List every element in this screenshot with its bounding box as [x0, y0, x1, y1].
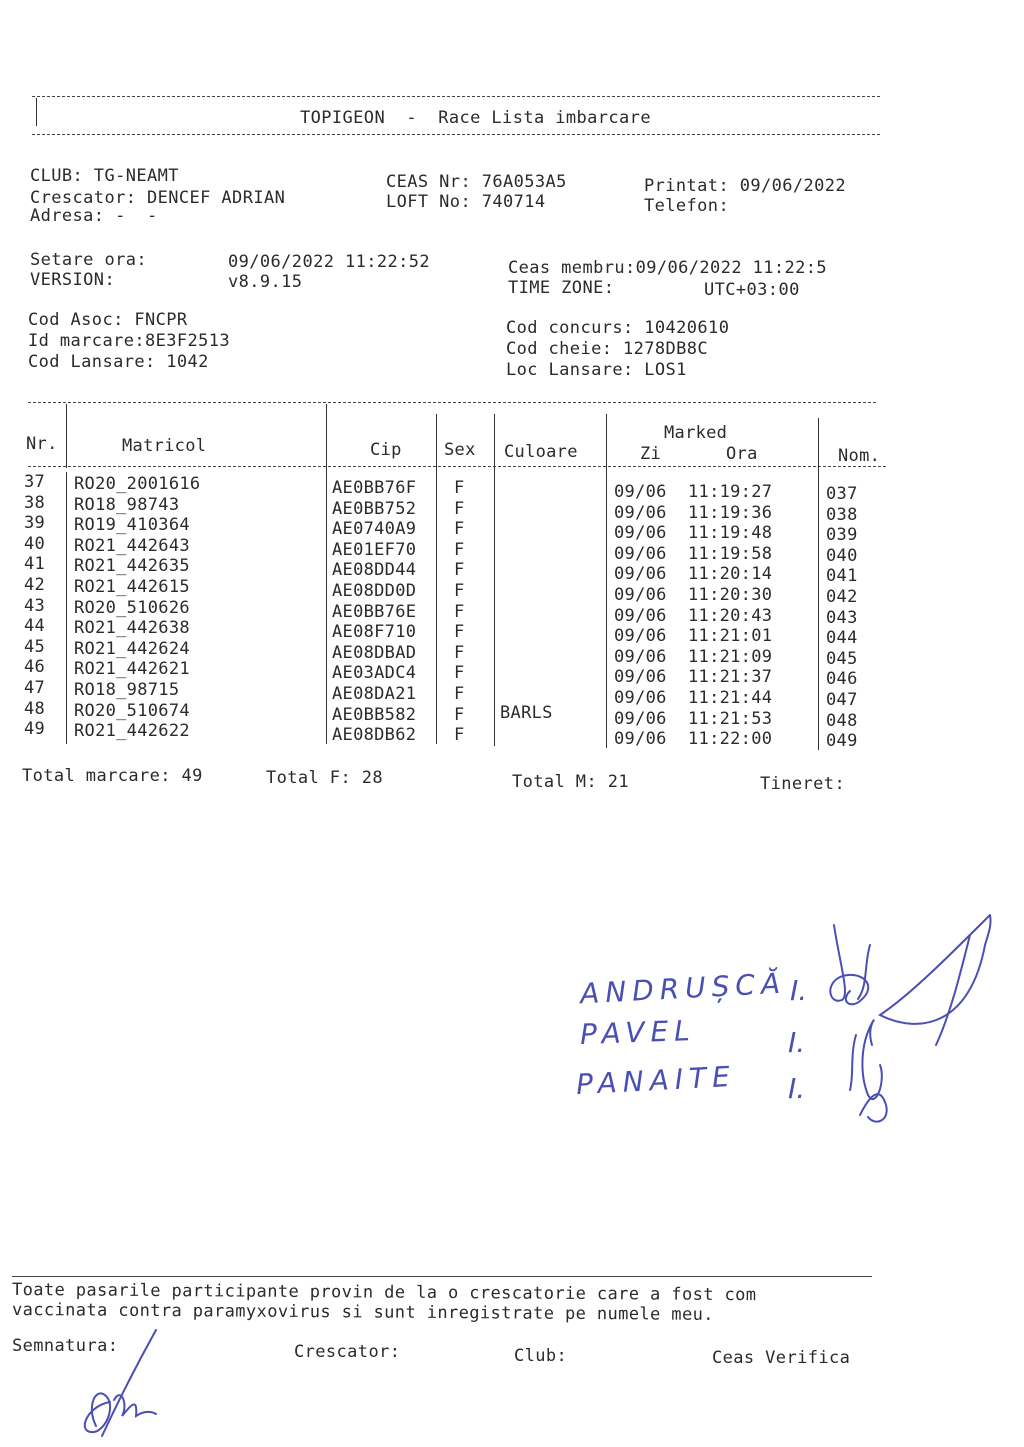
header-zi: Zi — [640, 444, 662, 464]
cell-sex: F — [454, 581, 465, 601]
cell-sex: F — [454, 560, 465, 581]
loc-lansare: Loc Lansare: LOS1 — [506, 360, 687, 380]
declaration-line-1: Toate pasarile participante provin de la o crescatorie care a fost com — [11, 1280, 757, 1306]
cell-nr: 37 — [24, 472, 46, 492]
cell-nr: 44 — [24, 616, 46, 637]
cell-nom: 041 — [826, 566, 858, 587]
setare-ora-value: 09/06/2022 11:22:52 — [228, 252, 431, 272]
ceas-membru: Ceas membru:09/06/2022 11:22:5 — [508, 258, 828, 278]
cell-cip: AE08F710 — [332, 622, 417, 643]
cell-ora: 11:20:43 — [688, 605, 773, 626]
cell-nom: 045 — [826, 648, 858, 669]
handwritten-signatures — [820, 905, 1010, 1135]
crescator-label: Crescator: DENCEF ADRIAN — [30, 188, 286, 208]
handwritten-initial-2: I. — [788, 1026, 806, 1059]
tineret: Tineret: — [760, 774, 846, 794]
cell-zi: 09/06 — [614, 543, 667, 564]
telefon-label: Telefon: — [644, 196, 730, 216]
cell-matricol: RO18_98743 — [74, 494, 180, 515]
cell-matricol: RO21_442621 — [74, 659, 190, 680]
header-top-border — [32, 96, 880, 97]
cell-cip: AE0BB752 — [332, 498, 417, 519]
club-footer-label: Club: — [514, 1346, 568, 1366]
cell-nr: 47 — [24, 678, 46, 698]
cell-sex: F — [454, 498, 465, 519]
handwritten-name-2: PAVEL — [579, 1013, 697, 1052]
cell-ora: 11:20:30 — [688, 585, 773, 605]
cell-cip: AE08DD44 — [332, 560, 417, 581]
cell-zi: 09/06 — [614, 708, 667, 729]
cell-sex: F — [454, 704, 465, 725]
col-sep-4 — [494, 414, 495, 746]
cell-cip: AE08DB62 — [332, 725, 417, 746]
cell-zi: 09/06 — [614, 564, 667, 585]
cell-ora: 11:21:53 — [688, 708, 773, 729]
col-sep-3 — [436, 414, 437, 744]
breeder-signature — [66, 1326, 166, 1442]
cell-matricol: RO20_510626 — [74, 597, 190, 618]
header-nom: Nom. — [838, 446, 881, 466]
total-f: Total F: 28 — [266, 768, 383, 788]
cell-matricol: RO21_442622 — [74, 721, 190, 742]
cell-cip: AE03ADC4 — [332, 663, 417, 684]
header-left-border — [36, 98, 37, 126]
cell-ora: 11:20:14 — [688, 564, 773, 585]
cell-zi: 09/06 — [614, 688, 667, 708]
cell-sex: F — [454, 478, 465, 498]
cell-nom: 048 — [826, 710, 858, 731]
cell-cip: AE08DBAD — [332, 642, 417, 663]
cell-nom: 042 — [826, 587, 858, 607]
cell-nr: 40 — [24, 533, 46, 554]
cell-cip: AE08DD0D — [332, 581, 417, 601]
cell-zi: 09/06 — [614, 523, 667, 544]
crescator-footer-label: Crescator: — [294, 1342, 401, 1362]
cell-nom: 038 — [826, 504, 858, 525]
cell-nom: 039 — [826, 525, 858, 546]
cell-zi: 09/06 — [614, 482, 667, 502]
cell-nr: 45 — [24, 636, 46, 657]
adresa-label: Adresa: - - — [30, 206, 158, 226]
header-matricol: Matricol — [122, 436, 207, 456]
cell-nr: 38 — [24, 492, 46, 513]
col-sep-6 — [818, 418, 819, 750]
total-m: Total M: 21 — [512, 772, 629, 792]
cell-ora: 11:21:01 — [688, 626, 773, 647]
cell-matricol: RO18_98715 — [74, 680, 180, 700]
cell-nr: 39 — [24, 513, 46, 534]
cell-nr: 49 — [24, 719, 46, 740]
cell-zi: 09/06 — [614, 502, 667, 523]
cod-cheie: Cod cheie: 1278DB8C — [506, 339, 709, 359]
cell-nom: 047 — [826, 690, 858, 710]
handwritten-initial-3: I. — [788, 1072, 806, 1105]
cell-nom: 044 — [826, 628, 858, 649]
cell-matricol: RO20_510674 — [74, 700, 190, 721]
header-ora: Ora — [726, 444, 758, 464]
cell-sex: F — [454, 622, 465, 643]
cell-nr: 48 — [24, 698, 46, 719]
time-zone-value: UTC+03:00 — [704, 280, 800, 300]
cell-zi: 09/06 — [614, 646, 667, 667]
loft-no: LOFT No: 740714 — [386, 192, 546, 212]
cell-ora: 11:19:27 — [688, 482, 773, 502]
cod-asoc: Cod Asoc: FNCPR — [28, 310, 188, 330]
table-header-border — [28, 466, 886, 467]
cell-ora: 11:21:09 — [688, 646, 773, 667]
header-bottom-border — [32, 134, 880, 135]
cell-sex: F — [454, 725, 465, 746]
handwritten-name-3: PANAITE — [575, 1059, 737, 1102]
handwritten-initial-1: I. — [790, 974, 808, 1007]
cod-lansare: Cod Lansare: 1042 — [28, 352, 209, 372]
cell-ora: 11:19:36 — [688, 502, 773, 523]
cell-sex: F — [454, 663, 465, 684]
cell-cip: AE0BB582 — [332, 704, 417, 725]
cell-ora: 11:21:37 — [688, 667, 773, 688]
header-nr: Nr. — [26, 434, 58, 454]
cell-matricol: RO21_442643 — [74, 535, 190, 556]
cell-cip: AE0BB76E — [332, 601, 417, 622]
col-sep-2 — [326, 404, 327, 744]
table-top-border — [28, 402, 876, 403]
cell-sex: F — [454, 519, 465, 540]
cell-zi: 09/06 — [614, 667, 667, 688]
club-label: CLUB: TG-NEAMT — [30, 166, 179, 186]
header-marked: Marked — [664, 423, 728, 443]
time-zone-label: TIME ZONE: — [508, 278, 615, 298]
col-sep-5 — [606, 414, 607, 748]
cell-zi: 09/06 — [614, 626, 667, 647]
cell-nr: 43 — [24, 595, 46, 616]
cell-nom: 046 — [826, 669, 858, 690]
col-sep-1 — [66, 404, 67, 468]
cell-culoare: BARLS — [500, 702, 553, 723]
cell-cip: AE08DA21 — [332, 684, 417, 704]
cell-zi: 09/06 — [614, 585, 667, 605]
ceas-verifica-label: Ceas Verifica — [712, 1348, 851, 1368]
cell-matricol: RO21_442624 — [74, 638, 190, 659]
cell-zi: 09/06 — [614, 729, 667, 750]
cell-ora: 11:19:48 — [688, 523, 773, 544]
cell-matricol: RO21_442638 — [74, 618, 190, 639]
cell-zi: 09/06 — [614, 605, 667, 626]
cell-matricol: RO21_442615 — [74, 577, 190, 597]
cell-nom: 043 — [826, 607, 858, 628]
declaration-line-2: vaccinata contra paramyxovirus si sunt inregistrate pe numele meu. — [11, 1300, 714, 1325]
handwritten-name-1: ANDRUȘCĂ — [579, 966, 787, 1011]
cell-sex: F — [454, 539, 465, 560]
printat-date: Printat: 09/06/2022 — [644, 176, 847, 196]
cell-ora: 11:22:00 — [688, 729, 773, 750]
cell-nom: 040 — [826, 545, 858, 566]
cell-nr: 42 — [24, 575, 46, 595]
cell-nr: 46 — [24, 657, 46, 678]
cell-sex: F — [454, 642, 465, 663]
semnatura-label: Semnatura: — [12, 1336, 119, 1356]
footer-rule — [12, 1276, 872, 1277]
cell-cip: AE01EF70 — [332, 539, 417, 560]
cell-sex: F — [454, 601, 465, 622]
cell-matricol: RO21_442635 — [74, 556, 190, 577]
id-marcare: Id marcare:8E3F2513 — [28, 331, 231, 351]
header-sex: Sex — [444, 440, 476, 460]
cell-cip: AE0BB76F — [332, 478, 417, 498]
cell-sex: F — [454, 684, 465, 704]
header-culoare: Culoare — [504, 442, 578, 462]
cell-nr: 41 — [24, 554, 46, 575]
cell-cip: AE0740A9 — [332, 519, 417, 540]
total-marcare: Total marcare: 49 — [22, 766, 203, 786]
cell-ora: 11:19:58 — [688, 543, 773, 564]
document-title: TOPIGEON - Race Lista imbarcare — [300, 108, 651, 128]
cell-ora: 11:21:44 — [688, 688, 773, 708]
cell-matricol: RO19_410364 — [74, 515, 190, 536]
cell-nom: 037 — [826, 484, 858, 504]
header-cip: Cip — [370, 440, 402, 460]
cell-matricol: RO20_2001616 — [74, 474, 201, 494]
ceas-nr: CEAS Nr: 76A053A5 — [386, 172, 567, 192]
setare-ora-label: Setare ora: — [30, 250, 147, 270]
version-value: v8.9.15 — [228, 272, 303, 292]
version-label: VERSION: — [30, 270, 116, 290]
cell-nom: 049 — [826, 731, 858, 752]
cod-concurs: Cod concurs: 10420610 — [506, 318, 730, 338]
